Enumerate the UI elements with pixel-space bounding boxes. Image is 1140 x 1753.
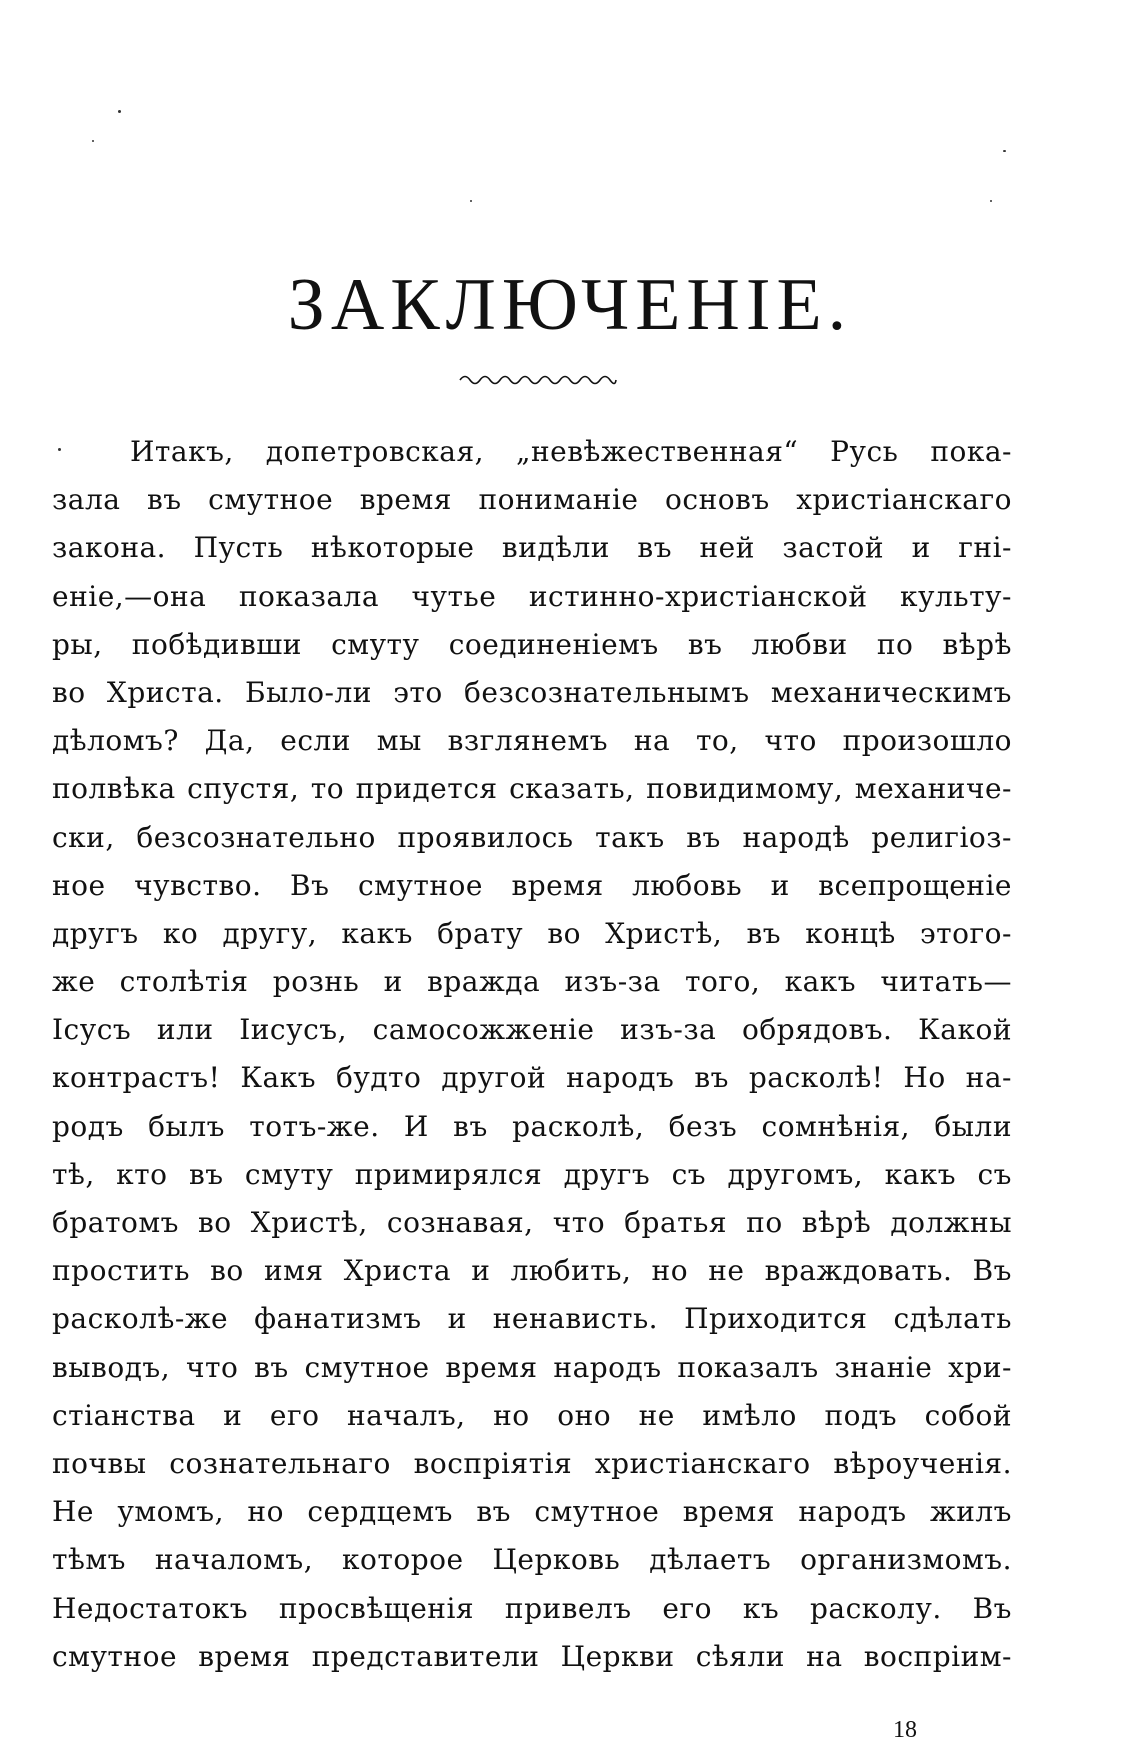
text-line: ное чувство. Въ смутное время любовь и всепрощеніе <box>52 868 1012 902</box>
text-line: почвы сознательнаго воспріятія христіанскаго вѣроученія. <box>52 1446 1012 1480</box>
text-line: ры, побѣдивши смуту соединеніемъ въ любви по вѣрѣ <box>52 627 1012 661</box>
text-line: зала въ смутное время пониманіе основъ христіанскаго <box>52 483 1012 517</box>
text-line: выводъ, что въ смутное время народъ показалъ знаніе хри- <box>52 1350 1012 1384</box>
print-speck <box>470 200 472 202</box>
text-line: контрастъ! Какъ будто другой народъ въ расколѣ! Но на- <box>52 1061 1012 1095</box>
print-speck <box>92 140 94 142</box>
text-line: расколѣ-же фанатизмъ и ненависть. Приходится сдѣлать <box>52 1302 1012 1336</box>
text-line: же столѣтія рознь и вражда изъ-за того, какъ читать— <box>52 965 1012 999</box>
ornamental-rule <box>458 370 618 388</box>
text-line: Недостатокъ просвѣщенія привелъ его къ расколу. Въ <box>52 1591 1012 1625</box>
text-line: тѣ, кто въ смуту примирялся другъ съ другомъ, какъ съ <box>52 1157 1012 1191</box>
print-speck <box>990 200 992 202</box>
text-line: стіанства и его началъ, но оно не имѣло подъ собой <box>52 1398 1012 1432</box>
text-line: закона. Пусть нѣкоторые видѣли въ ней застой и гні- <box>52 531 1012 565</box>
text-line: Итакъ, допетровская, „невѣжественная“ Русь пока- <box>130 435 1012 468</box>
text-line: еніе,—она показала чутье истинно-христіанской культу- <box>52 579 1012 613</box>
print-speck <box>1003 150 1006 152</box>
text-line: другъ ко другу, какъ брату во Христѣ, въ концѣ этого- <box>52 916 1012 950</box>
text-line: Ісусъ или Іисусъ, самосожженіе изъ-за обрядовъ. Какой <box>52 1013 1012 1047</box>
text-line: тѣмъ началомъ, которое Церковь дѣлаетъ организмомъ. <box>52 1543 1012 1577</box>
text-line: братомъ во Христѣ, сознавая, что братья по вѣрѣ должны <box>52 1206 1012 1239</box>
text-line: ски, безсознательно проявилось такъ въ народѣ религіоз- <box>52 820 1012 854</box>
body-text <box>52 428 1012 1681</box>
text-line: простить во имя Христа и любить, но не враждовать. Въ <box>52 1254 1012 1288</box>
page-number: 18 <box>893 1717 917 1743</box>
text-line: Не умомъ, но сердцемъ въ смутное время народъ жилъ <box>52 1495 1012 1529</box>
text-line: дѣломъ? Да, если мы взглянемъ на то, что произошло <box>52 724 1012 758</box>
text-line: во Христа. Было-ли это безсознательнымъ механическимъ <box>52 675 1012 709</box>
text-line: родъ былъ тотъ-же. И въ расколѣ, безъ сомнѣнія, были <box>52 1109 1012 1143</box>
text-line: смутное время представители Церкви сѣяли на воспріим- <box>52 1639 1012 1673</box>
text-line: полвѣка спустя, то придется сказать, повидимому, механиче- <box>52 772 1012 806</box>
print-speck <box>118 110 121 113</box>
chapter-heading: ЗАКЛЮЧЕНІЕ. <box>287 264 853 346</box>
